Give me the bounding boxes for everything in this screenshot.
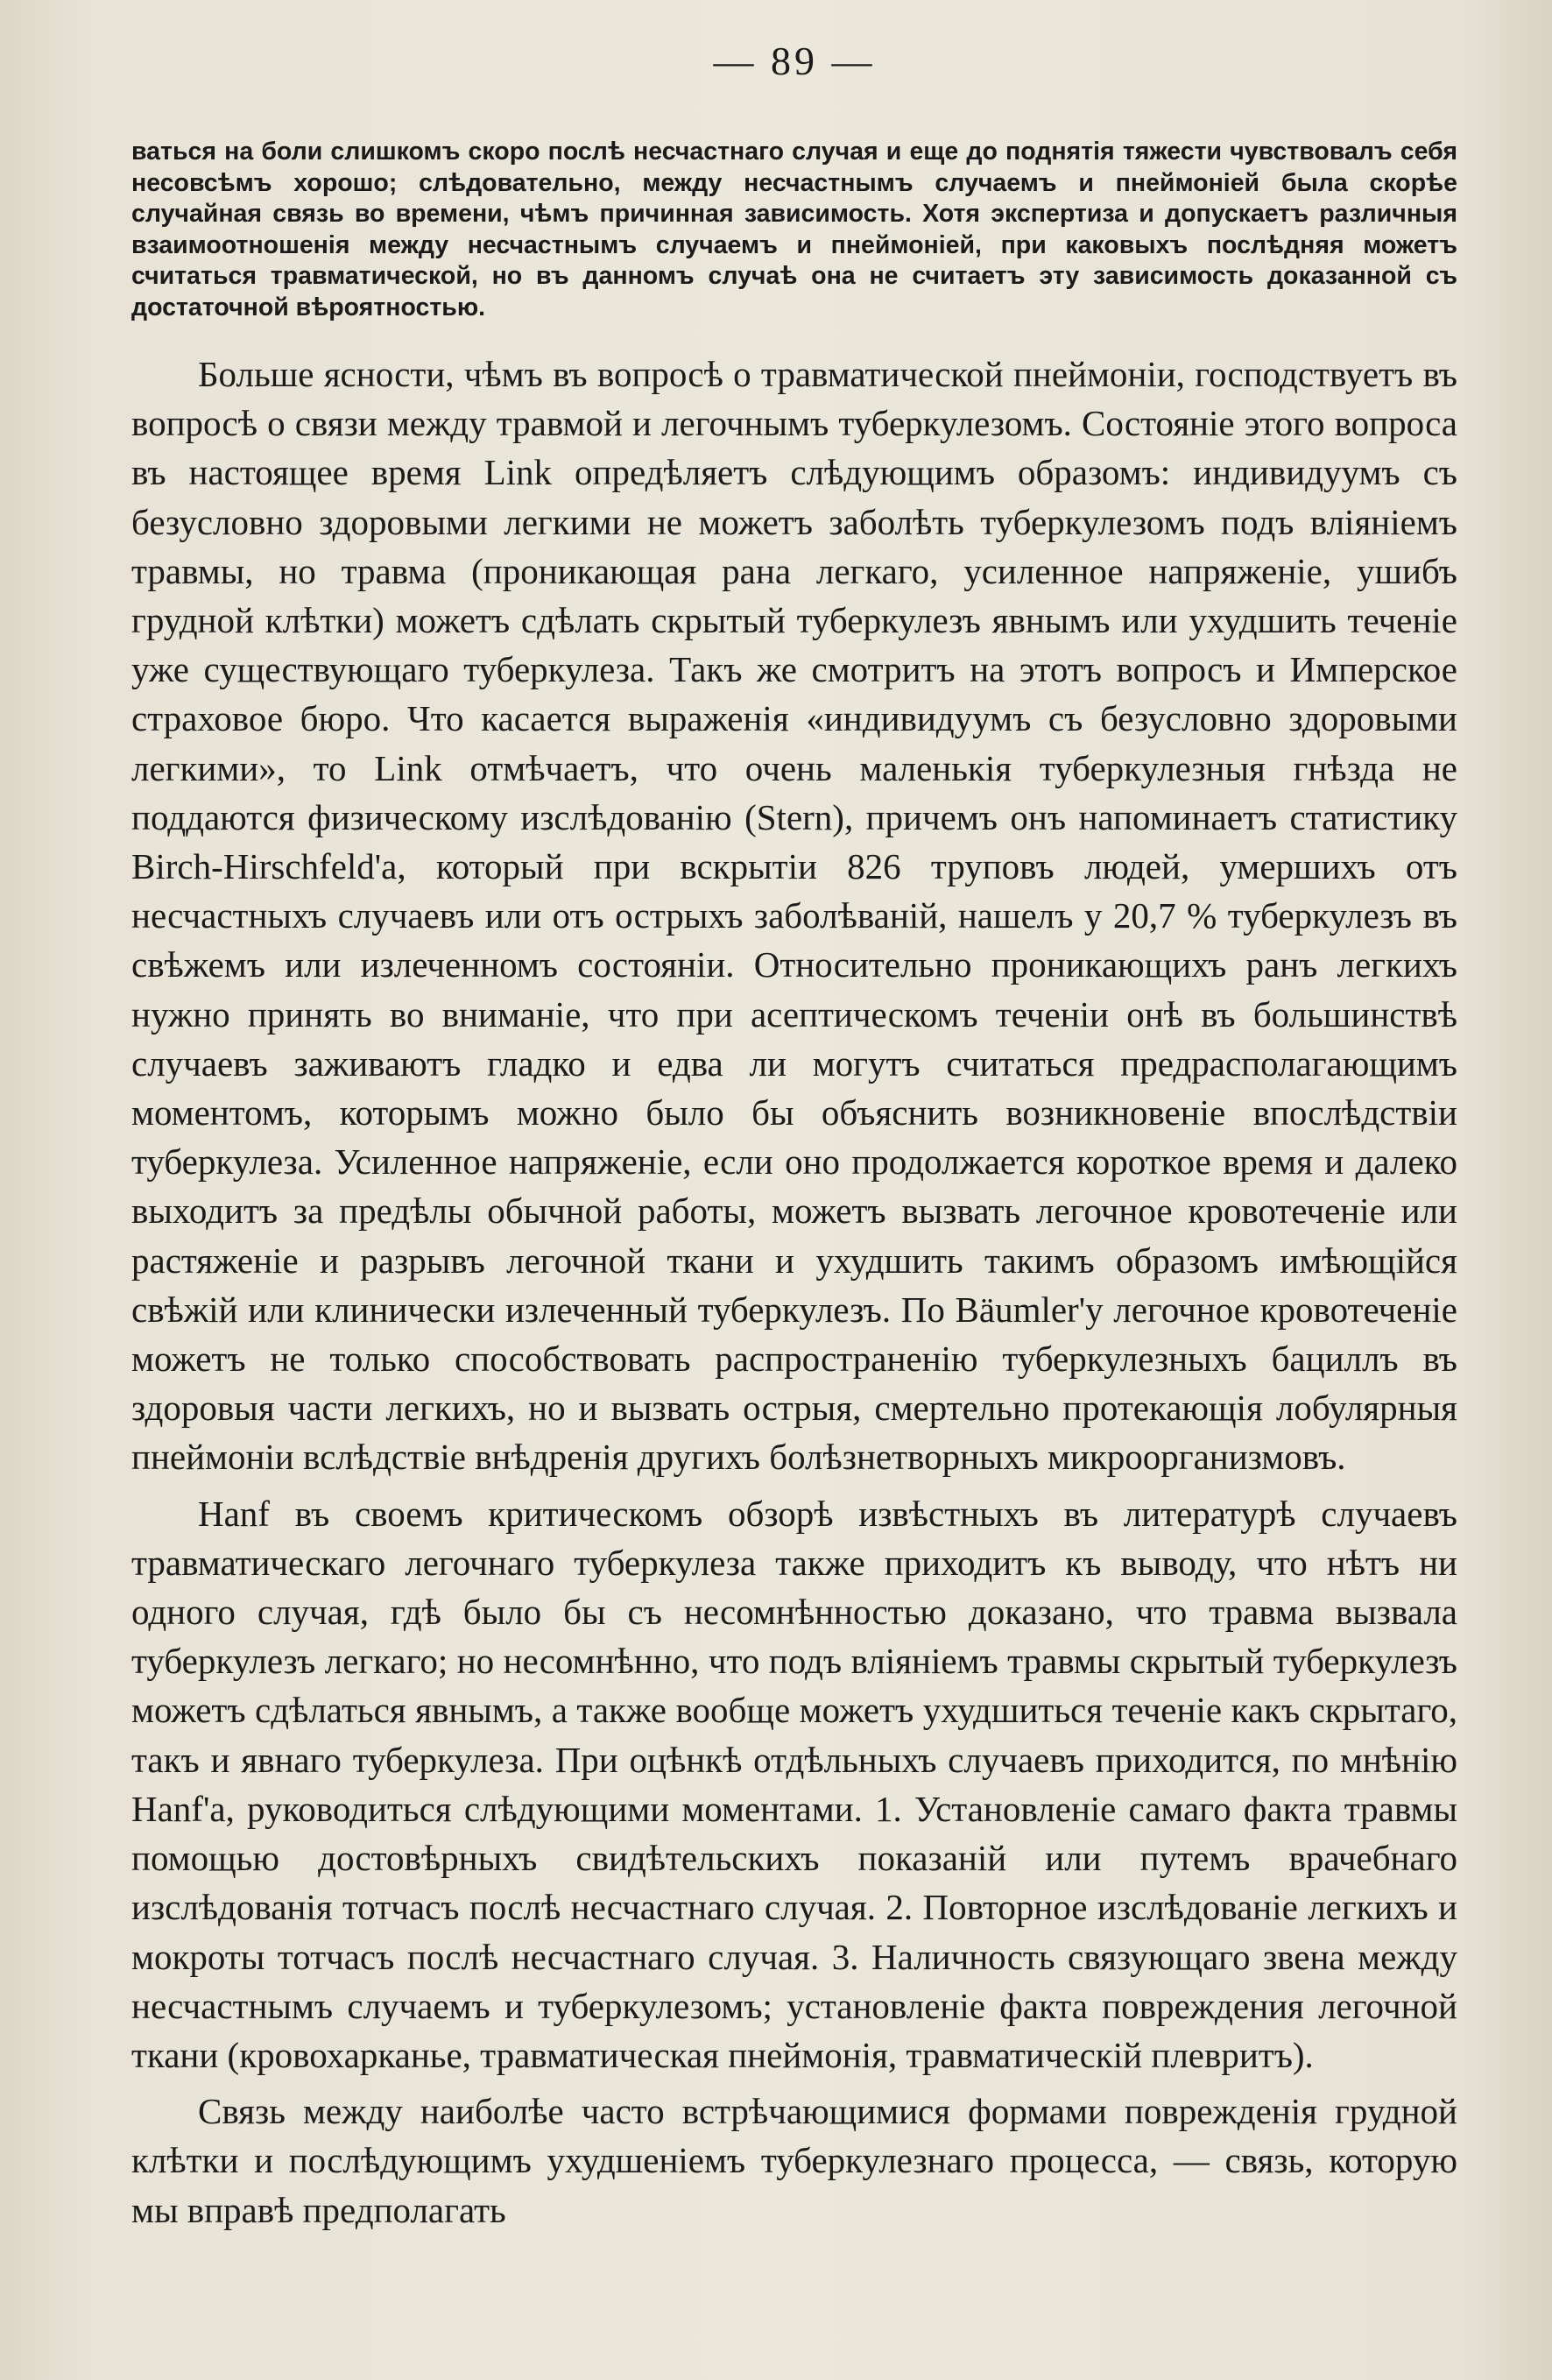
paragraph-small-print: ваться на боли слишкомъ скоро послѣ несчастнаго случая и еще до поднятія тяжести чувствовалъ себя несовсѣмъ хорошо; слѣдовательно, между несчастнымъ случаемъ и пнеймоніей была скорѣе случайная связь во времени, чѣмъ причинная зависимость. Хотя экспертиза и допускаетъ различныя взаимоотношенія между несчастнымъ случаемъ и пнеймоніей, при каковыхъ послѣдняя можетъ считаться травматической, но въ данномъ случаѣ она не считаетъ эту зависимость доказанной съ достаточной вѣроятностью.	[131, 138, 1457, 321]
paragraph-tuberculosis-trauma: Больше ясности, чѣмъ въ вопросѣ о травматической пнеймоніи, господствуетъ въ вопросѣ о связи между травмой и легочнымъ туберкулезомъ. Состояніе этого вопроса въ настоящее время Link опредѣляетъ слѣдующимъ образомъ: индивидуумъ съ безусловно здоровыми легкими не можетъ заболѣть туберкулезомъ подъ вліяніемъ травмы, но травма (проникающая рана легкаго, усиленное напряженіе, ушибъ грудной клѣтки) можетъ сдѣлать скрытый туберкулезъ явнымъ или ухудшить теченіе уже существующаго туберкулеза. Такъ же смотритъ на этотъ вопросъ и Имперское страховое бюро. Что касается выраженія «индивидуумъ съ безусловно здоровыми легкими», то Link отмѣчаетъ, что очень маленькія туберкулезныя гнѣзда не поддаются физическому изслѣдованію (Stern), причемъ онъ напоминаетъ статистику Birch-Hirschfeld'а, который при вскрытіи 826 труповъ людей, умершихъ отъ несчастныхъ случаевъ или отъ острыхъ заболѣваній, нашелъ у 20,7 % туберкулезъ въ свѣжемъ или излеченномъ состояніи. Относительно проникающихъ ранъ легкихъ нужно принять во вниманіе, что при асептическомъ теченіи онѣ въ большинствѣ случаевъ заживаютъ гладко и едва ли могутъ считаться предрасполагающимъ моментомъ, которымъ можно было бы объяснить возникновеніе впослѣдствіи туберкулеза. Усиленное напряженіе, если оно продолжается короткое время и далеко выходитъ за предѣлы обычной работы, можетъ вызвать легочное кровотеченіе или растяженіе и разрывъ легочной ткани и ухудшить такимъ образомъ имѣющійся свѣжій или клинически излеченный туберкулезъ. По Bäumler'у легочное кровотеченіе можетъ не только способствовать распространенію туберкулезныхъ бациллъ въ здоровыя части легкихъ, но и вызвать острыя, смертельно протекающія лобулярныя пнеймоніи вслѣдствіе внѣдренія другихъ болѣзнетворныхъ микроорганизмовъ.	[131, 354, 1457, 1478]
paragraph-chest-injury-link: Связь между наиболѣе часто встрѣчающимися формами поврежденія грудной клѣтки и послѣдующимъ ухудшеніемъ туберкулезнаго процесса, — связь, которую мы вправѣ предполагать	[131, 2091, 1457, 2230]
paragraph-hanf-review: Hanf въ своемъ критическомъ обзорѣ извѣстныхъ въ литературѣ случаевъ травматическаго легочнаго туберкулеза также приходитъ къ выводу, что нѣтъ ни одного случая, гдѣ было бы съ несомнѣнностью доказано, что травма вызвала туберкулезъ легкаго; но несомнѣнно, что подъ вліяніемъ травмы скрытый туберкулезъ можетъ сдѣлаться явнымъ, а также вообще можетъ ухудшиться теченіе какъ скрытаго, такъ и явнаго туберкулеза. При оцѣнкѣ отдѣльныхъ случаевъ приходится, по мнѣнію Hanf'а, руководиться слѣдующими моментами. 1. Установленіе самаго факта травмы помощью достовѣрныхъ свидѣтельскихъ показаній или путемъ врачебнаго изслѣдованія тотчасъ послѣ несчастнаго случая. 2. Повторное изслѣдованіе легкихъ и мокроты тотчасъ послѣ несчастнаго случая. 3. Наличность связующаго звена между несчастнымъ случаемъ и туберкулезомъ; установленіе факта повреждения легочной ткани (кровохарканье, травматическая пнеймонія, травматическій плевритъ).	[131, 1493, 1457, 2075]
page-number: — 89 —	[713, 39, 876, 83]
